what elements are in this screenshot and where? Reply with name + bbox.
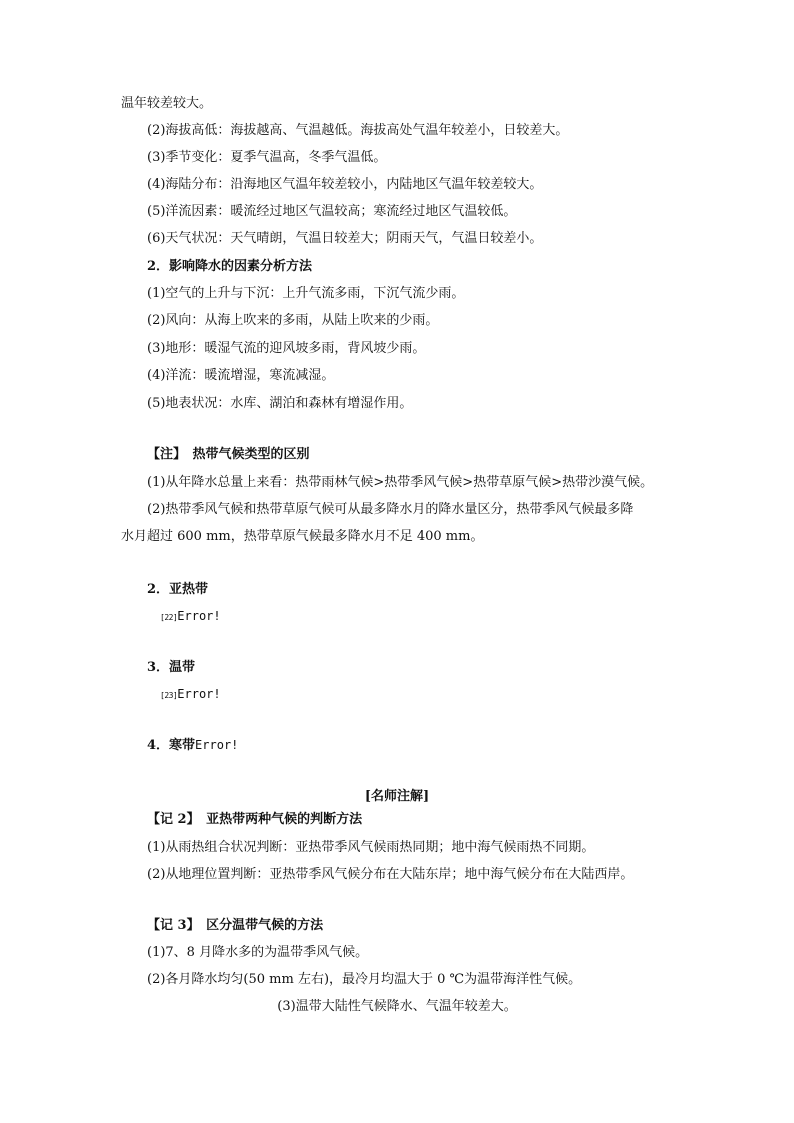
error-text: Error! [195, 738, 239, 752]
text-line: (4)海陆分布：沿海地区气温年较差较小，内陆地区气温年较差较大。 [147, 177, 543, 192]
text-line: (2)风向：从海上吹来的多雨，从陆上吹来的少雨。 [147, 313, 439, 328]
text-line: (1)空气的上升与下沉：上升气流多雨，下沉气流少雨。 [147, 286, 465, 301]
text-line: (2)从地理位置判断：亚热带季风气候分布在大陆东岸；地中海气候分布在大陆西岸。 [147, 867, 634, 882]
error-field [160, 607, 221, 627]
teacher-notes-title: [名师注解] [364, 789, 430, 804]
zone-heading-temperate: 3．温带 [147, 660, 196, 675]
text-line: (3)地形：暖湿气流的迎风坡多雨，背风坡少雨。 [147, 341, 426, 356]
text-line: (5)地表状况：水库、湖泊和森林有增湿作用。 [147, 396, 413, 411]
text-line: (1)从年降水总量上来看：热带雨林气候>热带季风气候>热带草原气候>热带沙漠气候。 [147, 475, 654, 490]
zone-heading-frigid: 4．寒带 [147, 738, 196, 753]
text-line: (6)天气状况：天气晴朗，气温日较差大；阴雨天气，气温日较差小。 [147, 231, 543, 246]
ref-marker: [22] [160, 613, 178, 622]
memo-heading: 【记 2】 亚热带两种气候的判断方法 [147, 812, 363, 827]
section-heading: 2．影响降水的因素分析方法 [147, 259, 313, 274]
text-line: (3)温带大陆性气候降水、气温年较差大。 [277, 999, 517, 1014]
text-line: (1)7、8 月降水多的为温带季风气候。 [147, 945, 369, 960]
text-line: 温年较差较大。 [121, 96, 213, 111]
zone-line-frigid [147, 736, 238, 755]
text-line: (2)热带季风气候和热带草原气候可从最多降水月的降水量区分，热带季风气候最多降 [147, 502, 634, 517]
error-text: Error! [177, 687, 221, 701]
text-line: (2)各月降水均匀(50 mm 左右)，最冷月均温大于 0 ℃为温带海洋性气候。 [147, 972, 582, 987]
note-heading: 【注】 热带气候类型的区别 [147, 447, 310, 462]
text-line: (4)洋流：暖流增湿，寒流减湿。 [147, 368, 335, 383]
error-field [160, 685, 221, 705]
zone-heading-subtropical: 2．亚热带 [147, 582, 209, 597]
error-text: Error! [177, 609, 221, 623]
memo-heading: 【记 3】 区分温带气候的方法 [147, 918, 324, 933]
text-line: (5)洋流因素：暖流经过地区气温较高；寒流经过地区气温较低。 [147, 204, 517, 219]
ref-marker: [23] [160, 691, 178, 700]
text-line: (3)季节变化：夏季气温高，冬季气温低。 [147, 150, 387, 165]
text-line: 水月超过 600 mm，热带草原气候最多降水月不足 400 mm。 [121, 529, 484, 544]
text-line: (2)海拔高低：海拔越高、气温越低。海拔高处气温年较差小，日较差大。 [147, 123, 569, 138]
text-line: (1)从雨热组合状况判断：亚热带季风气候雨热同期；地中海气候雨热不同期。 [147, 840, 595, 855]
